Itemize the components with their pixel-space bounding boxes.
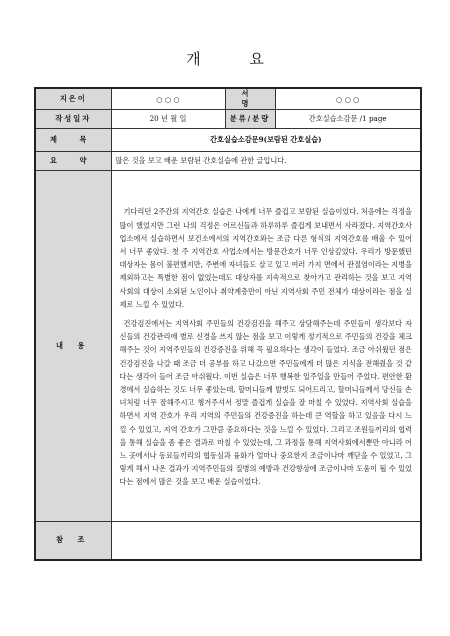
author-label: 지은이: [35, 88, 111, 110]
report-form: [34, 87, 422, 561]
reference-label: 참 조: [35, 522, 111, 560]
content-label: 내 용: [35, 171, 111, 522]
subject-label: 제 목: [35, 129, 111, 152]
content-paragraph-1: 기다리던 2주간의 지역간호 실습은 나에게 너무 즐겁고 보람된 실습이었다. 처음에는 걱정을 많이 했었지만 그런 나의 걱정은 어르신들과 하루하루 즐겁게 보내면서 사라졌다. 지역간호사업소에서 실습하면서 보건소에서의 지역간호와는 조금 다른 형식의 지역간호를 배울 수 있어서 너무 좋았다. 첫 주 지역간호 사업소에서는 방문간호가 너무 인상깊었다. 우리가 방문했던 대상자는 몸이 불편했지만, 주변에 자녀들도 살고 있고 여러 가지 면에서 관절염이라는 지병을 제외하고는 특별한 점이 없었는데도 대상자를 지속적으로 찾아가고 관리하는 것을 보고 지역사회의 대상이 소외된 노인이나 취약계층만이 아닌 지역사회 주민 전체가 대상이라는 점을 실제로 느낄 수 있었다.: [119, 207, 412, 309]
row-author: [35, 88, 421, 110]
row-date: [35, 110, 421, 129]
reviewer-label: 서 명: [225, 88, 275, 110]
category-value: 간호실습소감문 /1 page: [275, 110, 421, 129]
date-label: 작성일자: [35, 110, 111, 129]
content-paragraph-2: 건강검진에서는 지역사회 주민들의 건강검진을 해주고 상담해주는데 주민들이 생각보다 자신들의 건강관리에 별로 신경을 쓰지 않는 점을 보고 이렇게 정기적으로 주민들의 건강을 체크해주는 것이 지역주민들의 건강증진을 위해 꼭 필요하다는 생각이 들었다. 조금 아쉬웠던 점은 건강검진을 나갈 때 조금 더 공부를 하고 나갔으면 주민들에게 더 많은 지식을 전해줬을 것 같다는 생각이 들어 조금 아쉬웠다. 이번 실습은 너무 행복한 일주일을 만들어 주었다. 편안한 환경에서 실습하는 것도 너무 좋았는데, 할머니들께 발벗도 되어드리고, 할머니들께서 당신들 손녀처럼 너무 잘해주시고 챙겨주셔서 정말 즐겁게 실습을 잘 마칠 수 있었다. 지역사회 실습을 하면서 지역 간호가 우리 지역의 주민들의 건강증진을 하는데 큰 역할을 하고 있음을 다시 느낄 수 있었고, 지역 간호가 그만큼 중요하다는 것을 느낄 수 있었다. 그리고 조원들끼리의 협력을 통해 실습을 좀 좋은 결과로 마칠 수 있었는데, 그 과정을 통해 지역사회에서뿐만 아니라 어느 곳에서나 동료들끼리의 협동심과 융화가 얼마나 중요한지 조금이나마 깨닫을 수 있었고, 그렇게 해서 나온 결과가 지역주민들의 질병의 예방과 건강향상에 조금이나마 도움이 될 수 있었다는 점에서 많은 것을 보고 배운 실습이었다.: [119, 318, 412, 487]
content-body: [111, 171, 421, 522]
document-title: 개 요: [186, 50, 286, 68]
author-value: ○ ○ ○: [111, 88, 225, 110]
reviewer-value: ○ ○ ○: [275, 88, 421, 110]
row-subject: [35, 129, 421, 152]
row-reference: [35, 522, 421, 560]
date-value: 20 년 월 일: [111, 110, 225, 129]
summary-value: 많은 것을 보고 배운 보람된 간호실습에 관한 글입니다.: [111, 152, 421, 171]
row-content: [35, 171, 421, 522]
row-summary: [35, 152, 421, 171]
summary-label: 요 약: [35, 152, 111, 171]
subject-value: 간호실습소감문9(보람된 간호실습): [111, 129, 421, 152]
category-label: 분류/분량: [225, 110, 275, 129]
reference-value: [111, 522, 421, 560]
